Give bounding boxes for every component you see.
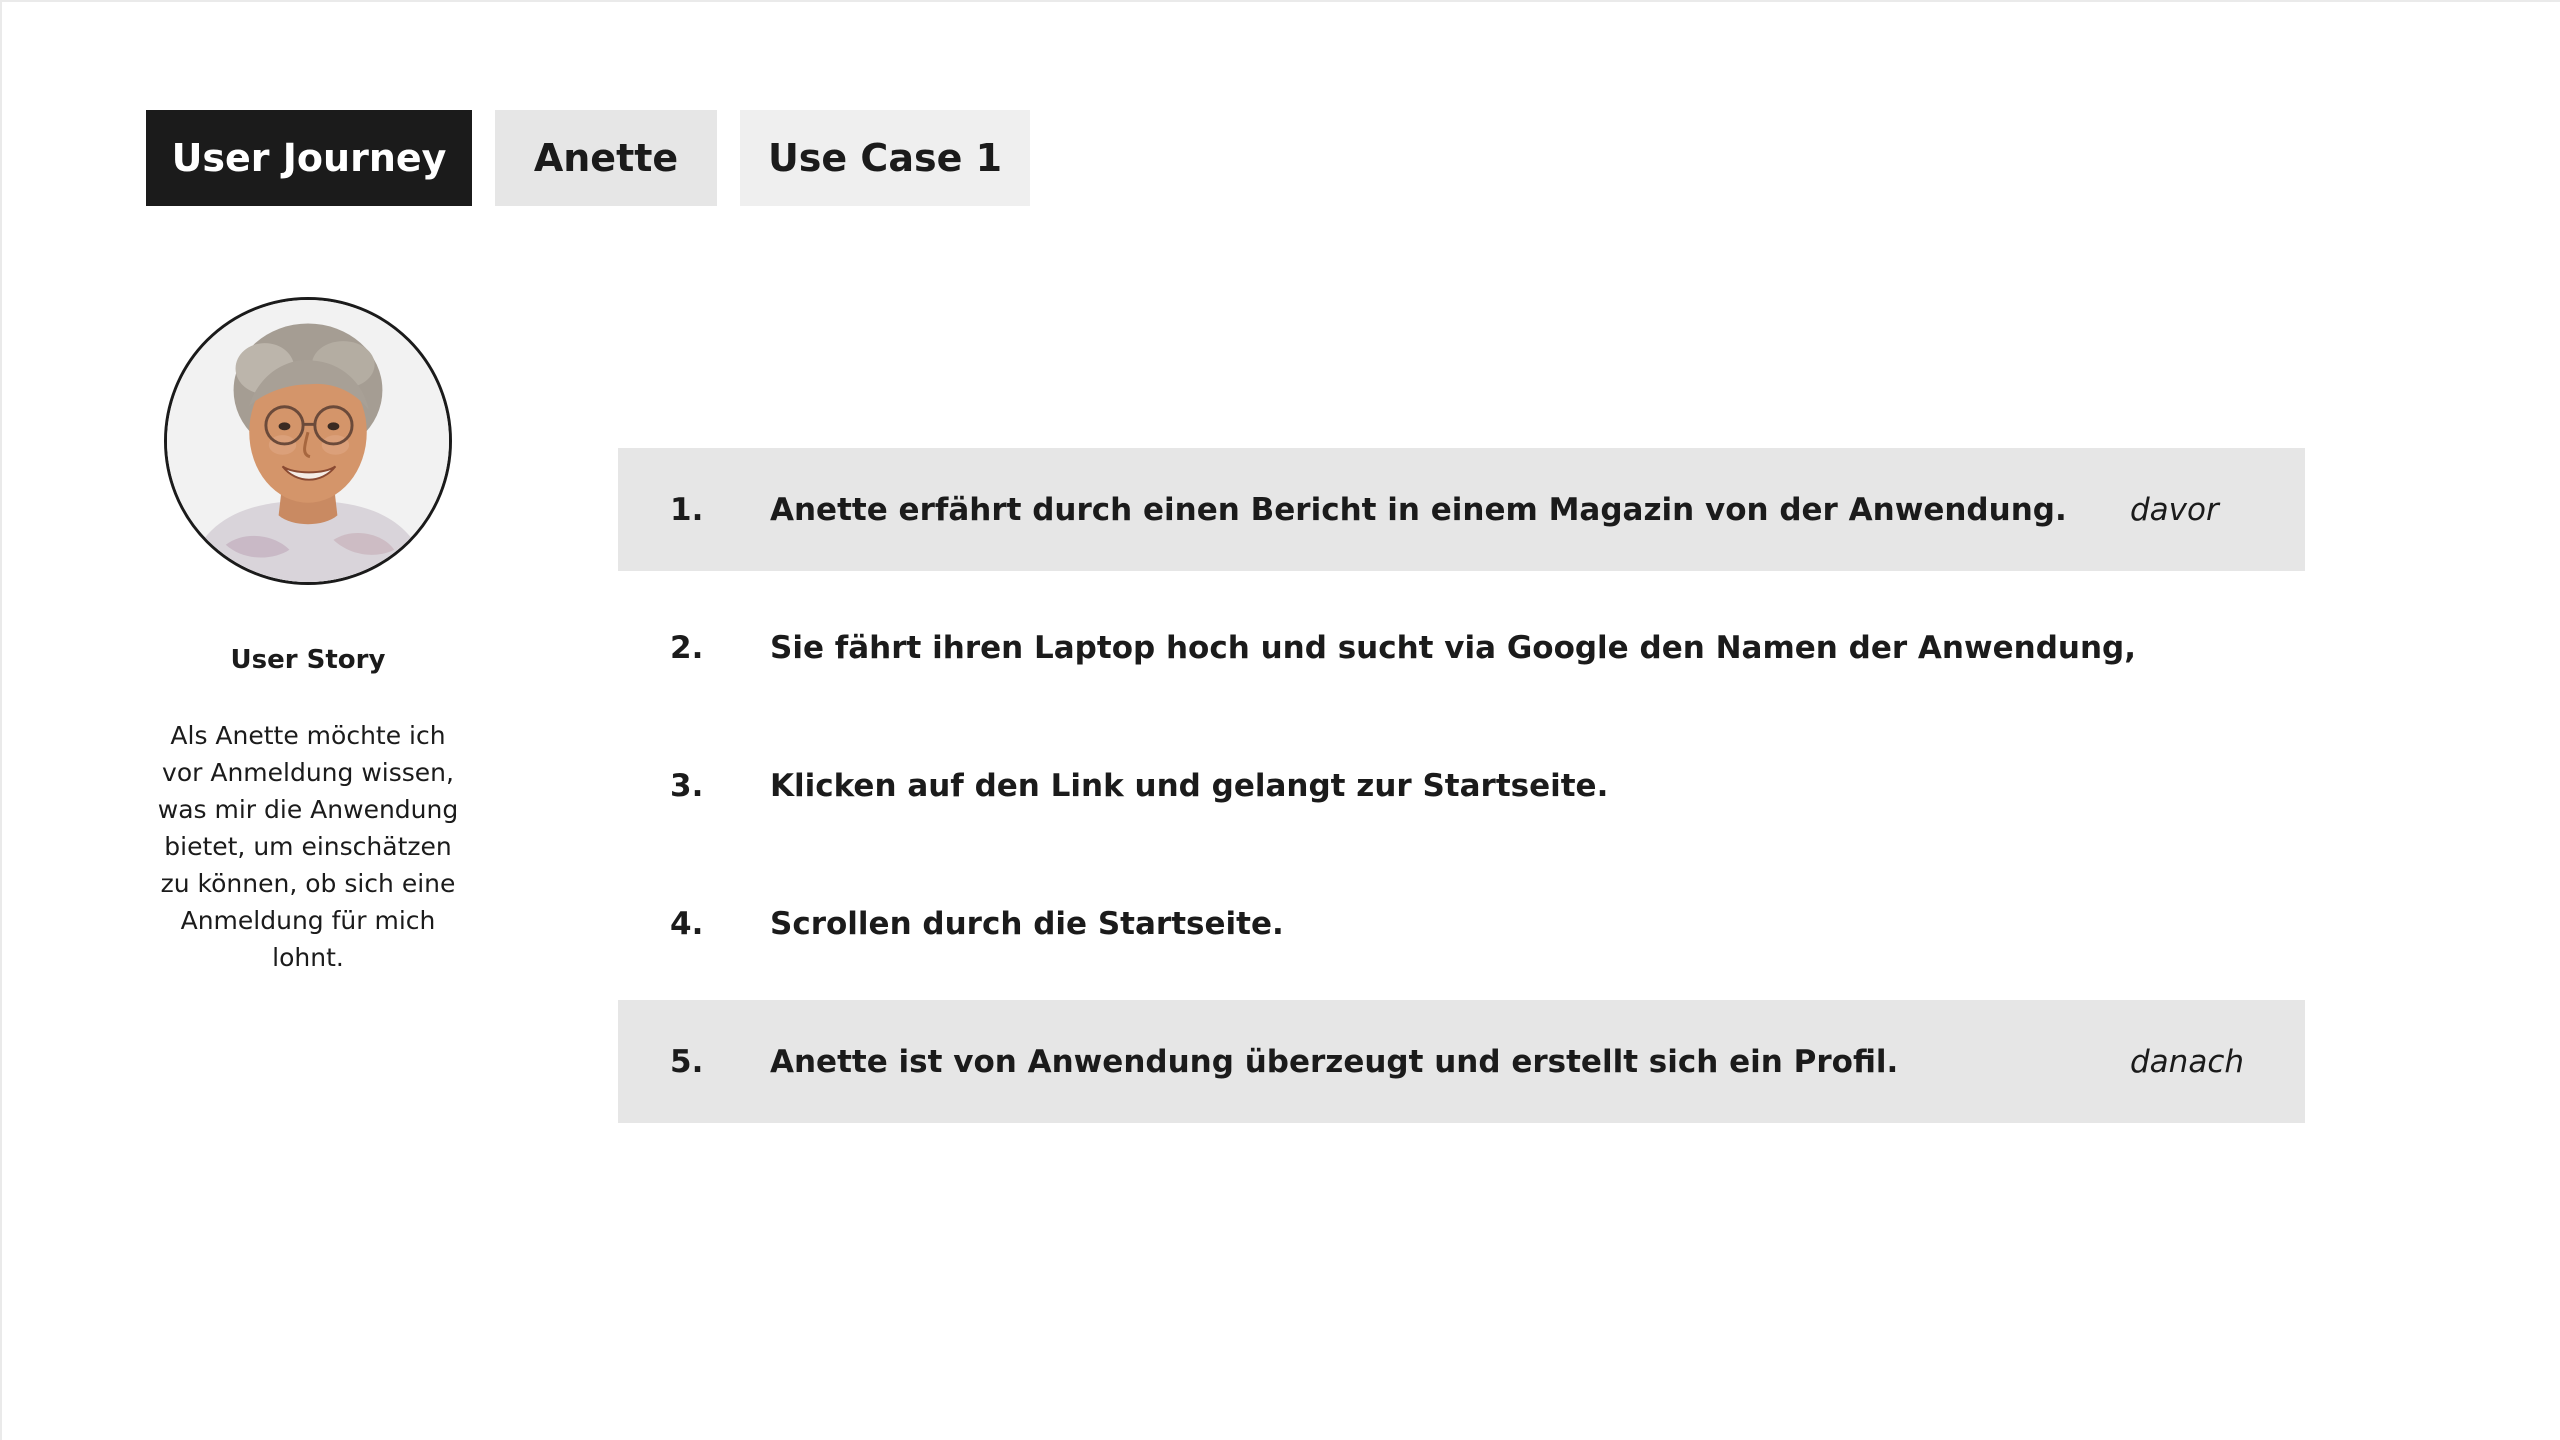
step-number: 3. [670, 767, 704, 804]
tab-bar [146, 110, 1030, 206]
step-text: Anette erfährt durch einen Bericht in einem Magazin von der Anwendung. [770, 491, 2067, 528]
person-portrait-icon [167, 300, 449, 582]
persona-column [142, 297, 474, 976]
journey-step [618, 724, 2305, 847]
tab-use-case-1[interactable]: Use Case 1 [740, 110, 1030, 206]
step-phase-tag: davor [2130, 491, 2219, 528]
step-text: Scrollen durch die Startseite. [770, 905, 1284, 942]
journey-step [618, 862, 2305, 985]
user-story-text: Als Anette möchte ich vor Anmeldung wissen, was mir die Anwendung bietet, um einschätzen zu können, ob sich eine Anmeldung für mich lohnt. [157, 721, 459, 972]
journey-step [618, 586, 2305, 709]
step-number: 1. [670, 491, 704, 528]
journey-step [618, 448, 2305, 571]
step-text: Sie fährt ihren Laptop hoch und sucht via Google den Namen der Anwendung, [770, 629, 2137, 666]
step-text: Klicken auf den Link und gelangt zur Startseite. [770, 767, 1609, 804]
tab-anette[interactable]: Anette [495, 110, 717, 206]
step-text: Anette ist von Anwendung überzeugt und erstellt sich ein Profil. [770, 1043, 1899, 1080]
journey-step [618, 1000, 2305, 1123]
step-number: 4. [670, 905, 704, 942]
avatar [164, 297, 452, 585]
step-phase-tag: danach [2130, 1043, 2245, 1080]
step-number: 5. [670, 1043, 704, 1080]
tab-user-journey[interactable]: User Journey [146, 110, 472, 206]
step-number: 2. [670, 629, 704, 666]
user-story-heading: User Story [230, 645, 386, 675]
journey-steps [618, 448, 2305, 1123]
